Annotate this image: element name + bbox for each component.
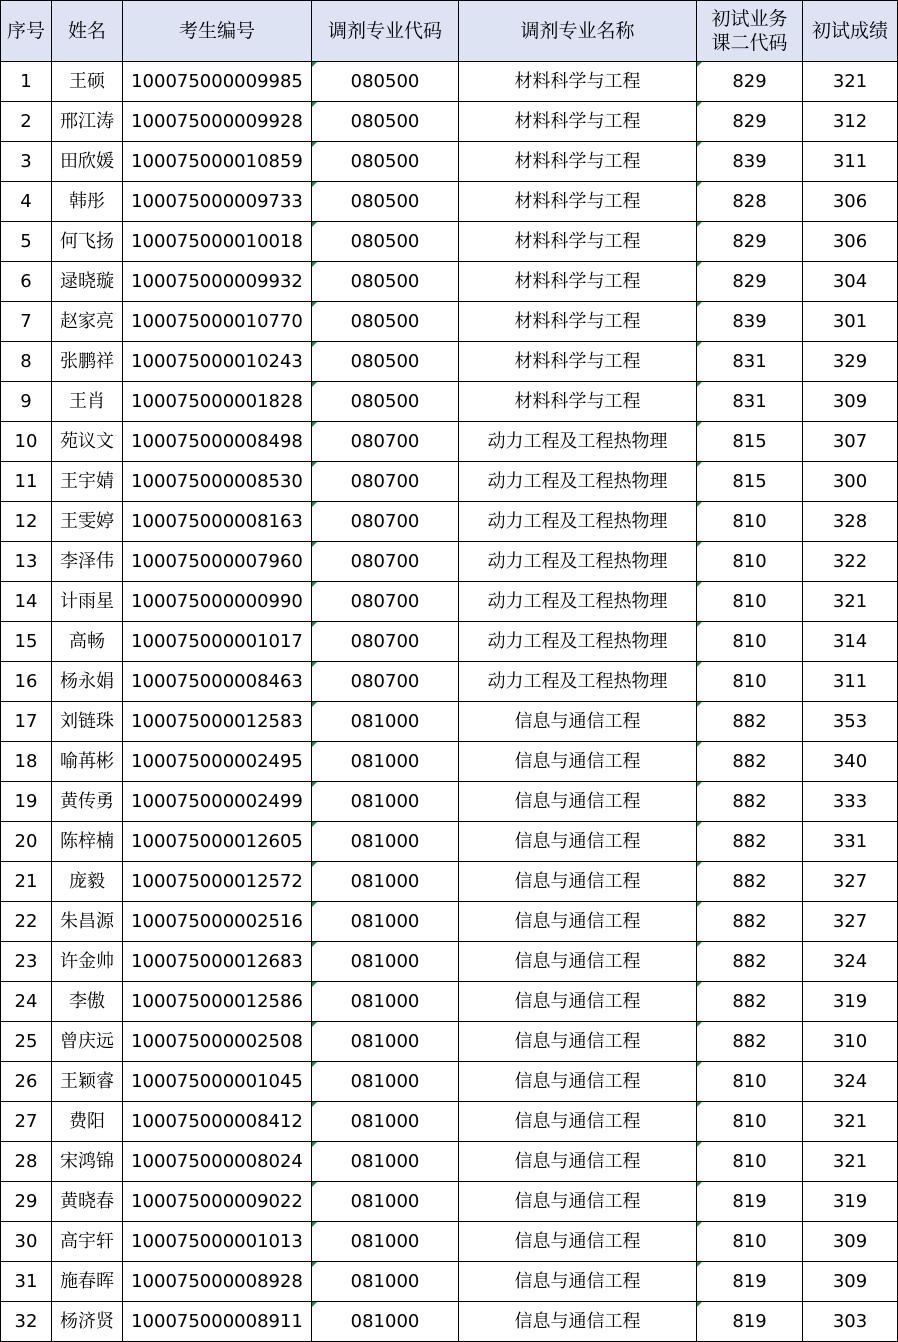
table-row — [1, 102, 898, 142]
header-index: 序号 — [1, 1, 52, 62]
major-code-cell: 081000 — [312, 782, 459, 822]
index-cell: 27 — [1, 1102, 52, 1142]
candidate-id-cell: 100075000002516 — [123, 902, 312, 942]
index-cell: 8 — [1, 342, 52, 382]
score-cell: 306 — [803, 182, 898, 222]
name-cell: 陈梓楠 — [52, 822, 123, 862]
major-code-cell: 080500 — [312, 62, 459, 102]
index-cell: 1 — [1, 62, 52, 102]
name-cell: 赵家亮 — [52, 302, 123, 342]
course-code-cell: 839 — [697, 302, 803, 342]
major-code-cell: 080700 — [312, 422, 459, 462]
table-row — [1, 382, 898, 422]
name-cell: 杨济贤 — [52, 1302, 123, 1342]
table-row — [1, 342, 898, 382]
major-name-cell: 动力工程及工程热物理 — [459, 582, 697, 622]
header-score: 初试成绩 — [803, 1, 898, 62]
major-name-cell: 信息与通信工程 — [459, 1102, 697, 1142]
header-row — [1, 1, 898, 62]
major-name-cell: 材料科学与工程 — [459, 302, 697, 342]
candidate-id-cell: 100075000008463 — [123, 662, 312, 702]
major-name-cell: 材料科学与工程 — [459, 342, 697, 382]
major-code-cell: 080700 — [312, 662, 459, 702]
table-row — [1, 182, 898, 222]
table-row — [1, 1302, 898, 1342]
index-cell: 3 — [1, 142, 52, 182]
major-code-cell: 081000 — [312, 942, 459, 982]
score-cell: 314 — [803, 622, 898, 662]
score-cell: 321 — [803, 582, 898, 622]
course-code-cell: 810 — [697, 662, 803, 702]
index-cell: 2 — [1, 102, 52, 142]
major-name-cell: 信息与通信工程 — [459, 1022, 697, 1062]
major-name-cell: 材料科学与工程 — [459, 62, 697, 102]
score-cell: 329 — [803, 342, 898, 382]
table-row — [1, 662, 898, 702]
major-code-cell: 081000 — [312, 822, 459, 862]
index-cell: 13 — [1, 542, 52, 582]
index-cell: 9 — [1, 382, 52, 422]
candidate-id-cell: 100075000010770 — [123, 302, 312, 342]
candidate-id-cell: 100075000008530 — [123, 462, 312, 502]
index-cell: 18 — [1, 742, 52, 782]
name-cell: 张鹏祥 — [52, 342, 123, 382]
index-cell: 19 — [1, 782, 52, 822]
table-row — [1, 782, 898, 822]
major-code-cell: 080700 — [312, 502, 459, 542]
table-row — [1, 222, 898, 262]
candidate-id-cell: 100075000008163 — [123, 502, 312, 542]
score-cell: 309 — [803, 1262, 898, 1302]
index-cell: 24 — [1, 982, 52, 1022]
name-cell: 许金帅 — [52, 942, 123, 982]
table-row — [1, 582, 898, 622]
table-row — [1, 1182, 898, 1222]
course-code-cell: 810 — [697, 622, 803, 662]
name-cell: 喻苒彬 — [52, 742, 123, 782]
major-code-cell: 080500 — [312, 222, 459, 262]
candidate-id-cell: 100075000012605 — [123, 822, 312, 862]
index-cell: 26 — [1, 1062, 52, 1102]
course-code-cell: 882 — [697, 702, 803, 742]
score-cell: 311 — [803, 662, 898, 702]
table-row — [1, 702, 898, 742]
score-cell: 309 — [803, 382, 898, 422]
score-cell: 321 — [803, 1102, 898, 1142]
table-row — [1, 62, 898, 102]
name-cell: 邢江涛 — [52, 102, 123, 142]
major-code-cell: 081000 — [312, 702, 459, 742]
major-name-cell: 材料科学与工程 — [459, 182, 697, 222]
major-name-cell: 信息与通信工程 — [459, 822, 697, 862]
course-code-cell: 882 — [697, 862, 803, 902]
candidate-id-cell: 100075000009022 — [123, 1182, 312, 1222]
course-code-cell: 810 — [697, 1222, 803, 1262]
name-cell: 杨永娟 — [52, 662, 123, 702]
score-cell: 331 — [803, 822, 898, 862]
score-cell: 324 — [803, 942, 898, 982]
candidate-id-cell: 100075000008412 — [123, 1102, 312, 1142]
major-code-cell: 080700 — [312, 542, 459, 582]
table-row — [1, 462, 898, 502]
major-name-cell: 材料科学与工程 — [459, 382, 697, 422]
name-cell: 王颖睿 — [52, 1062, 123, 1102]
score-cell: 311 — [803, 142, 898, 182]
course-code-cell: 829 — [697, 102, 803, 142]
index-cell: 32 — [1, 1302, 52, 1342]
course-code-cell: 882 — [697, 902, 803, 942]
candidate-id-cell: 100075000008024 — [123, 1142, 312, 1182]
course-code-cell: 819 — [697, 1302, 803, 1342]
header-candidate-id: 考生编号 — [123, 1, 312, 62]
name-cell: 王雯婷 — [52, 502, 123, 542]
major-name-cell: 材料科学与工程 — [459, 222, 697, 262]
candidate-id-cell: 100075000012572 — [123, 862, 312, 902]
table-row — [1, 822, 898, 862]
score-cell: 353 — [803, 702, 898, 742]
course-code-cell: 810 — [697, 582, 803, 622]
table-row — [1, 1102, 898, 1142]
table-row — [1, 1062, 898, 1102]
name-cell: 庞毅 — [52, 862, 123, 902]
table-row — [1, 542, 898, 582]
major-name-cell: 动力工程及工程热物理 — [459, 622, 697, 662]
header-name: 姓名 — [52, 1, 123, 62]
major-name-cell: 信息与通信工程 — [459, 1302, 697, 1342]
major-code-cell: 081000 — [312, 1062, 459, 1102]
course-code-cell: 882 — [697, 782, 803, 822]
major-name-cell: 信息与通信工程 — [459, 1142, 697, 1182]
name-cell: 曾庆远 — [52, 1022, 123, 1062]
index-cell: 25 — [1, 1022, 52, 1062]
table-row — [1, 942, 898, 982]
major-name-cell: 材料科学与工程 — [459, 102, 697, 142]
major-code-cell: 081000 — [312, 902, 459, 942]
major-code-cell: 081000 — [312, 742, 459, 782]
candidate-id-cell: 100075000008498 — [123, 422, 312, 462]
index-cell: 6 — [1, 262, 52, 302]
major-name-cell: 材料科学与工程 — [459, 142, 697, 182]
candidate-id-cell: 100075000008911 — [123, 1302, 312, 1342]
course-code-cell: 882 — [697, 942, 803, 982]
course-code-cell: 819 — [697, 1262, 803, 1302]
score-cell: 322 — [803, 542, 898, 582]
index-cell: 5 — [1, 222, 52, 262]
table-row — [1, 302, 898, 342]
major-code-cell: 081000 — [312, 862, 459, 902]
course-code-cell: 810 — [697, 502, 803, 542]
name-cell: 苑议文 — [52, 422, 123, 462]
course-code-cell: 882 — [697, 822, 803, 862]
candidate-id-cell: 100075000001017 — [123, 622, 312, 662]
index-cell: 20 — [1, 822, 52, 862]
course-code-cell: 829 — [697, 222, 803, 262]
score-cell: 309 — [803, 1222, 898, 1262]
score-cell: 319 — [803, 1182, 898, 1222]
table-body — [1, 62, 898, 1342]
table-row — [1, 142, 898, 182]
course-code-cell: 829 — [697, 262, 803, 302]
candidate-id-cell: 100075000009932 — [123, 262, 312, 302]
name-cell: 韩彤 — [52, 182, 123, 222]
course-code-cell: 810 — [697, 1062, 803, 1102]
major-name-cell: 信息与通信工程 — [459, 1182, 697, 1222]
major-name-cell: 信息与通信工程 — [459, 982, 697, 1022]
table-row — [1, 262, 898, 302]
table-row — [1, 742, 898, 782]
major-code-cell: 080700 — [312, 622, 459, 662]
major-code-cell: 080500 — [312, 102, 459, 142]
major-code-cell: 081000 — [312, 1302, 459, 1342]
name-cell: 宋鸿锦 — [52, 1142, 123, 1182]
table-row — [1, 902, 898, 942]
name-cell: 王宇婧 — [52, 462, 123, 502]
index-cell: 14 — [1, 582, 52, 622]
table-row — [1, 1222, 898, 1262]
candidate-id-cell: 100075000002495 — [123, 742, 312, 782]
score-cell: 321 — [803, 1142, 898, 1182]
header-course-code: 初试业务课二代码 — [697, 1, 803, 62]
major-code-cell: 081000 — [312, 1222, 459, 1262]
index-cell: 12 — [1, 502, 52, 542]
score-cell: 303 — [803, 1302, 898, 1342]
score-cell: 310 — [803, 1022, 898, 1062]
course-code-cell: 839 — [697, 142, 803, 182]
major-name-cell: 动力工程及工程热物理 — [459, 462, 697, 502]
major-name-cell: 信息与通信工程 — [459, 1262, 697, 1302]
index-cell: 15 — [1, 622, 52, 662]
course-code-cell: 819 — [697, 1182, 803, 1222]
index-cell: 7 — [1, 302, 52, 342]
major-name-cell: 动力工程及工程热物理 — [459, 662, 697, 702]
name-cell: 李傲 — [52, 982, 123, 1022]
candidate-id-cell: 100075000001828 — [123, 382, 312, 422]
major-name-cell: 动力工程及工程热物理 — [459, 502, 697, 542]
major-code-cell: 080500 — [312, 342, 459, 382]
score-cell: 301 — [803, 302, 898, 342]
score-cell: 327 — [803, 862, 898, 902]
major-code-cell: 080500 — [312, 262, 459, 302]
index-cell: 10 — [1, 422, 52, 462]
table-row — [1, 862, 898, 902]
name-cell: 高畅 — [52, 622, 123, 662]
major-name-cell: 信息与通信工程 — [459, 1062, 697, 1102]
major-code-cell: 081000 — [312, 1182, 459, 1222]
course-code-cell: 815 — [697, 422, 803, 462]
index-cell: 31 — [1, 1262, 52, 1302]
candidate-id-cell: 100075000001013 — [123, 1222, 312, 1262]
candidate-id-cell: 100075000010859 — [123, 142, 312, 182]
score-cell: 327 — [803, 902, 898, 942]
course-code-cell: 815 — [697, 462, 803, 502]
major-name-cell: 动力工程及工程热物理 — [459, 542, 697, 582]
header-major-name: 调剂专业名称 — [459, 1, 697, 62]
course-code-cell: 829 — [697, 62, 803, 102]
score-cell: 340 — [803, 742, 898, 782]
score-cell: 307 — [803, 422, 898, 462]
candidate-id-cell: 100075000009733 — [123, 182, 312, 222]
header-major-code: 调剂专业代码 — [312, 1, 459, 62]
major-code-cell: 080500 — [312, 182, 459, 222]
score-cell: 328 — [803, 502, 898, 542]
table-row — [1, 1262, 898, 1302]
name-cell: 刘链珠 — [52, 702, 123, 742]
major-name-cell: 信息与通信工程 — [459, 942, 697, 982]
index-cell: 4 — [1, 182, 52, 222]
course-code-cell: 810 — [697, 542, 803, 582]
table-header — [1, 1, 898, 62]
name-cell: 高宇轩 — [52, 1222, 123, 1262]
major-name-cell: 信息与通信工程 — [459, 782, 697, 822]
name-cell: 黄晓春 — [52, 1182, 123, 1222]
candidate-id-cell: 100075000009985 — [123, 62, 312, 102]
course-code-cell: 831 — [697, 382, 803, 422]
name-cell: 逯晓璇 — [52, 262, 123, 302]
major-code-cell: 081000 — [312, 1262, 459, 1302]
index-cell: 21 — [1, 862, 52, 902]
major-code-cell: 081000 — [312, 1022, 459, 1062]
major-name-cell: 信息与通信工程 — [459, 902, 697, 942]
name-cell: 费阳 — [52, 1102, 123, 1142]
score-cell: 312 — [803, 102, 898, 142]
candidate-id-cell: 100075000012583 — [123, 702, 312, 742]
major-name-cell: 材料科学与工程 — [459, 262, 697, 302]
course-code-cell: 810 — [697, 1102, 803, 1142]
name-cell: 李泽伟 — [52, 542, 123, 582]
table-row — [1, 1022, 898, 1062]
index-cell: 23 — [1, 942, 52, 982]
course-code-cell: 882 — [697, 1022, 803, 1062]
score-cell: 306 — [803, 222, 898, 262]
candidate-id-cell: 100075000010243 — [123, 342, 312, 382]
index-cell: 29 — [1, 1182, 52, 1222]
major-code-cell: 080700 — [312, 462, 459, 502]
name-cell: 田欣媛 — [52, 142, 123, 182]
score-cell: 304 — [803, 262, 898, 302]
name-cell: 朱昌源 — [52, 902, 123, 942]
score-cell: 321 — [803, 62, 898, 102]
index-cell: 22 — [1, 902, 52, 942]
major-name-cell: 信息与通信工程 — [459, 1222, 697, 1262]
name-cell: 王肖 — [52, 382, 123, 422]
course-code-cell: 882 — [697, 982, 803, 1022]
table-row — [1, 502, 898, 542]
major-code-cell: 080500 — [312, 382, 459, 422]
candidate-id-cell: 100075000012586 — [123, 982, 312, 1022]
index-cell: 17 — [1, 702, 52, 742]
score-cell: 300 — [803, 462, 898, 502]
major-name-cell: 信息与通信工程 — [459, 742, 697, 782]
candidate-id-cell: 100075000000990 — [123, 582, 312, 622]
major-code-cell: 080500 — [312, 302, 459, 342]
major-name-cell: 动力工程及工程热物理 — [459, 422, 697, 462]
name-cell: 施春晖 — [52, 1262, 123, 1302]
index-cell: 11 — [1, 462, 52, 502]
name-cell: 何飞扬 — [52, 222, 123, 262]
major-name-cell: 信息与通信工程 — [459, 862, 697, 902]
table-row — [1, 622, 898, 662]
table-row — [1, 422, 898, 462]
table-row — [1, 982, 898, 1022]
major-name-cell: 信息与通信工程 — [459, 702, 697, 742]
score-cell: 319 — [803, 982, 898, 1022]
course-code-cell: 831 — [697, 342, 803, 382]
candidate-id-cell: 100075000009928 — [123, 102, 312, 142]
index-cell: 16 — [1, 662, 52, 702]
name-cell: 王硕 — [52, 62, 123, 102]
candidate-id-cell: 100075000007960 — [123, 542, 312, 582]
candidate-id-cell: 100075000008928 — [123, 1262, 312, 1302]
table-row — [1, 1142, 898, 1182]
major-code-cell: 081000 — [312, 1142, 459, 1182]
course-code-cell: 828 — [697, 182, 803, 222]
index-cell: 28 — [1, 1142, 52, 1182]
name-cell: 黄传勇 — [52, 782, 123, 822]
score-cell: 333 — [803, 782, 898, 822]
index-cell: 30 — [1, 1222, 52, 1262]
candidate-id-cell: 100075000010018 — [123, 222, 312, 262]
name-cell: 计雨星 — [52, 582, 123, 622]
course-code-cell: 810 — [697, 1142, 803, 1182]
candidate-id-cell: 100075000012683 — [123, 942, 312, 982]
major-code-cell: 081000 — [312, 1102, 459, 1142]
major-code-cell: 081000 — [312, 982, 459, 1022]
candidate-id-cell: 100075000002499 — [123, 782, 312, 822]
course-code-cell: 882 — [697, 742, 803, 782]
candidate-id-cell: 100075000001045 — [123, 1062, 312, 1102]
major-code-cell: 080700 — [312, 582, 459, 622]
candidate-id-cell: 100075000002508 — [123, 1022, 312, 1062]
major-code-cell: 080500 — [312, 142, 459, 182]
score-cell: 324 — [803, 1062, 898, 1102]
